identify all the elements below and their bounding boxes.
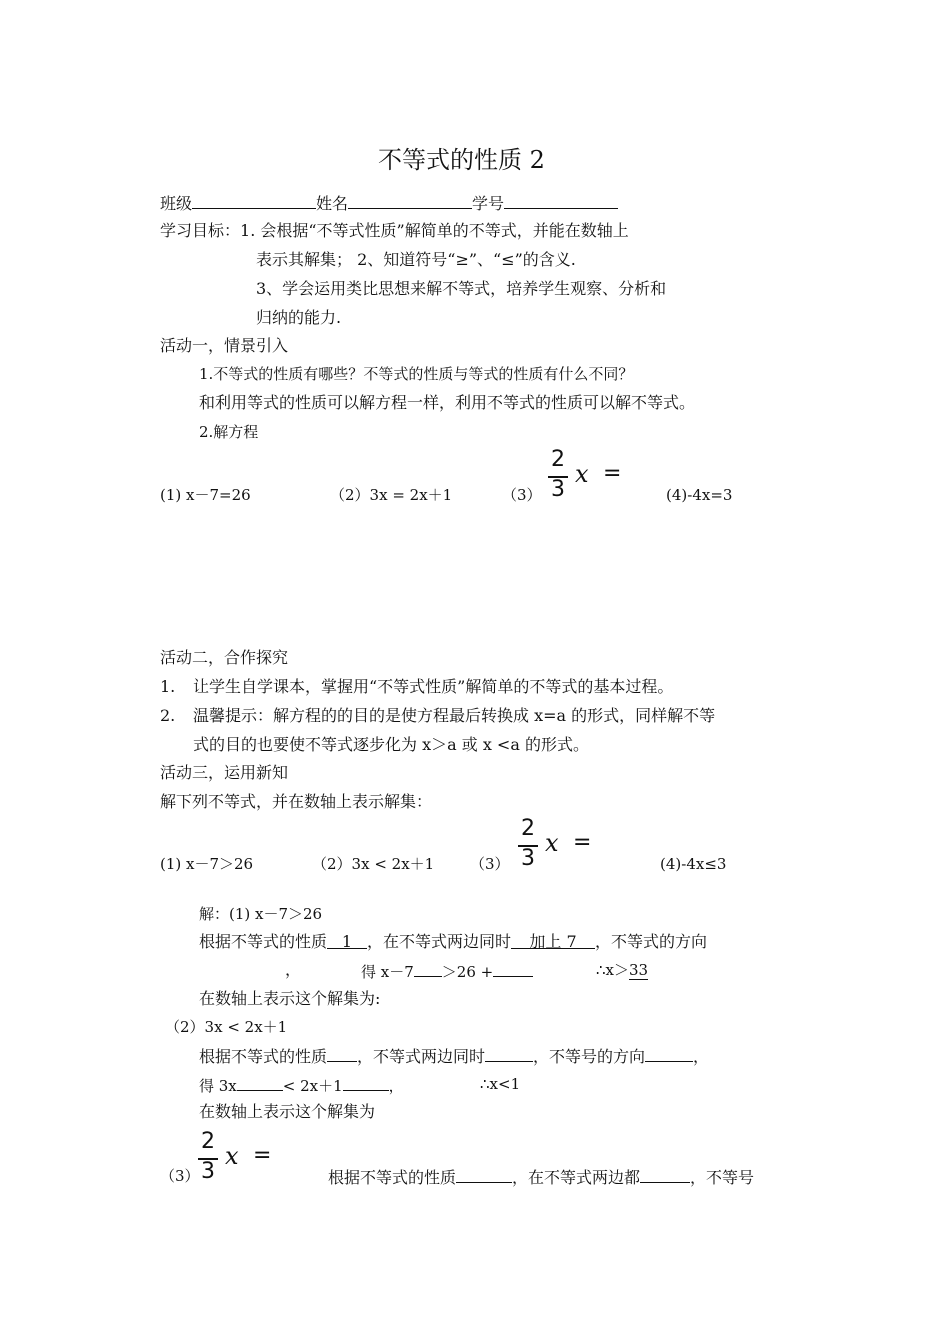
fraction-numerator: 2 xyxy=(551,447,565,472)
activity2-item2-num: 2. xyxy=(160,706,176,725)
fraction-numerator: 2 xyxy=(521,816,535,841)
solution3-line xyxy=(328,1164,754,1190)
activity2-item2-line1: 温馨提示：解方程的的目的是使方程最后转换成 x=a 的形式，同样解不等 xyxy=(193,706,716,725)
solution2-blank-rhs[interactable] xyxy=(343,1072,389,1091)
solution3-text-c: ，不等号 xyxy=(690,1168,755,1187)
solution2-text-b: ，不等式两边同时 xyxy=(357,1047,486,1066)
activity1-question2: 2.解方程 xyxy=(199,423,259,441)
activity1-question1: 1.不等式的性质有哪些？不等式的性质与等式的性质有什么不同？ xyxy=(199,365,634,383)
solution2-line3 xyxy=(199,1072,404,1098)
solution2-text-f: < 2x＋1 xyxy=(282,1077,343,1095)
solution1-blank-rhs[interactable] xyxy=(493,958,533,977)
solution1-numberline-prompt: 在数轴上表示这个解集为: xyxy=(199,989,381,1008)
solution2-text-e: 得 3x xyxy=(199,1077,237,1095)
solution2-blank-lhs[interactable] xyxy=(237,1072,283,1091)
solution2-text-g: ， xyxy=(388,1077,404,1095)
activity2-item1: 让学生自学课本，掌握用“不等式性质”解简单的不等式的基本过程。 xyxy=(193,677,674,696)
class-label: 班级 xyxy=(160,194,193,213)
activity2-heading: 活动二，合作探究 xyxy=(160,648,289,667)
equation-2: （2）3x = 2x＋1 xyxy=(330,486,453,504)
inequality-4: (4)-4x≤3 xyxy=(660,855,727,873)
solution2-text-a: 根据不等式的性质 xyxy=(199,1047,328,1066)
solution1-blank-lhs[interactable] xyxy=(414,958,442,977)
activity3-heading: 活动三，运用新知 xyxy=(160,763,289,782)
solution2-result: ∴x<1 xyxy=(480,1075,521,1093)
inequality-2: （2）3x < 2x＋1 xyxy=(312,855,435,873)
solution1-line2 xyxy=(199,930,707,954)
solution1-line3 xyxy=(361,958,533,984)
solution1-line1: 解：(1) x－7＞26 xyxy=(199,905,323,923)
solution1-text-a: 根据不等式的性质 xyxy=(199,932,328,951)
activity1-question1b: 和利用等式的性质可以解方程一样，利用不等式的性质可以解不等式。 xyxy=(199,393,696,412)
page-title: 不等式的性质 2 xyxy=(378,146,545,174)
solution2-text-c: ，不等号的方向 xyxy=(533,1047,646,1066)
activity2-item2-line2: 式的目的也要使不等式逐步化为 x＞a 或 x <a 的形式。 xyxy=(193,735,589,754)
equation-3-label: （3） xyxy=(502,486,542,504)
solution1-blank-result[interactable]: 33 xyxy=(629,961,649,979)
class-blank[interactable] xyxy=(192,190,316,209)
fraction-solution-3 xyxy=(197,1130,277,1194)
fraction-equation-3 xyxy=(547,448,627,512)
solution1-therefore: ∴x＞ xyxy=(596,961,630,979)
activity3-instruction: 解下列不等式，并在数轴上表示解集： xyxy=(160,792,433,811)
solution1-blank-property[interactable]: 1 xyxy=(327,930,367,949)
fraction-equals: = xyxy=(603,461,622,486)
solution3-label: （3） xyxy=(160,1167,200,1185)
name-blank[interactable] xyxy=(348,190,472,209)
activity1-heading: 活动一，情景引入 xyxy=(160,336,289,355)
solution3-text-a: 根据不等式的性质 xyxy=(328,1168,457,1187)
objectives-line3: 3、学会运用类比思想来解不等式，培养学生观察、分析和 xyxy=(256,279,667,298)
fraction-denominator: 3 xyxy=(551,477,565,502)
id-blank[interactable] xyxy=(504,190,618,209)
solution3-blank-operation[interactable] xyxy=(640,1164,690,1183)
fraction-numerator: 2 xyxy=(201,1129,215,1154)
student-info-row xyxy=(160,190,618,216)
solution1-line3-comma: ， xyxy=(285,960,302,979)
fraction-inequality-3 xyxy=(517,817,597,881)
solution3-text-b: ，在不等式两边都 xyxy=(512,1168,641,1187)
objectives-line2: 表示其解集； 2、知道符号“≥”、“≤”的含义. xyxy=(256,250,576,269)
id-label: 学号 xyxy=(472,194,505,213)
solution2-blank-operation[interactable] xyxy=(485,1043,533,1062)
solution2-text-d: ， xyxy=(693,1047,710,1066)
equation-4: (4)-4x=3 xyxy=(666,486,733,504)
solution2-line1: （2）3x < 2x＋1 xyxy=(165,1018,288,1036)
fraction-equals: = xyxy=(573,830,592,855)
solution1-text-e: ＞26 + xyxy=(441,963,494,981)
fraction-denominator: 3 xyxy=(201,1159,215,1184)
equation-1: (1) x－7=26 xyxy=(160,486,251,504)
solution2-blank-direction[interactable] xyxy=(645,1043,693,1062)
fraction-variable: x xyxy=(225,1142,239,1170)
solution1-text-d: 得 x－7 xyxy=(361,963,414,981)
solution1-text-b: ，在不等式两边同时 xyxy=(367,932,512,951)
objectives-line1 xyxy=(160,219,629,243)
fraction-equals: = xyxy=(253,1143,272,1168)
inequality-1: (1) x－7＞26 xyxy=(160,855,254,873)
solution1-text-c: ，不等式的方向 xyxy=(595,932,708,951)
fraction-variable: x xyxy=(545,829,559,857)
solution2-numberline-prompt: 在数轴上表示这个解集为 xyxy=(199,1102,376,1121)
fraction-denominator: 3 xyxy=(521,846,535,871)
name-label: 姓名 xyxy=(316,194,349,213)
solution1-blank-operation[interactable]: 加上 7 xyxy=(511,930,595,949)
solution2-blank-property[interactable] xyxy=(327,1043,357,1062)
activity2-item1-num: 1. xyxy=(160,677,176,696)
inequality-3-label: （3） xyxy=(470,855,510,873)
fraction-variable: x xyxy=(575,460,589,488)
solution2-line2 xyxy=(199,1043,709,1069)
solution3-blank-property[interactable] xyxy=(456,1164,512,1183)
objectives-line4: 归纳的能力. xyxy=(256,308,342,327)
objectives-label: 学习目标： xyxy=(160,221,241,240)
objective-1-text: 1. 会根据“不等式性质”解简单的不等式，并能在数轴上 xyxy=(240,221,629,240)
solution1-result xyxy=(596,958,648,982)
